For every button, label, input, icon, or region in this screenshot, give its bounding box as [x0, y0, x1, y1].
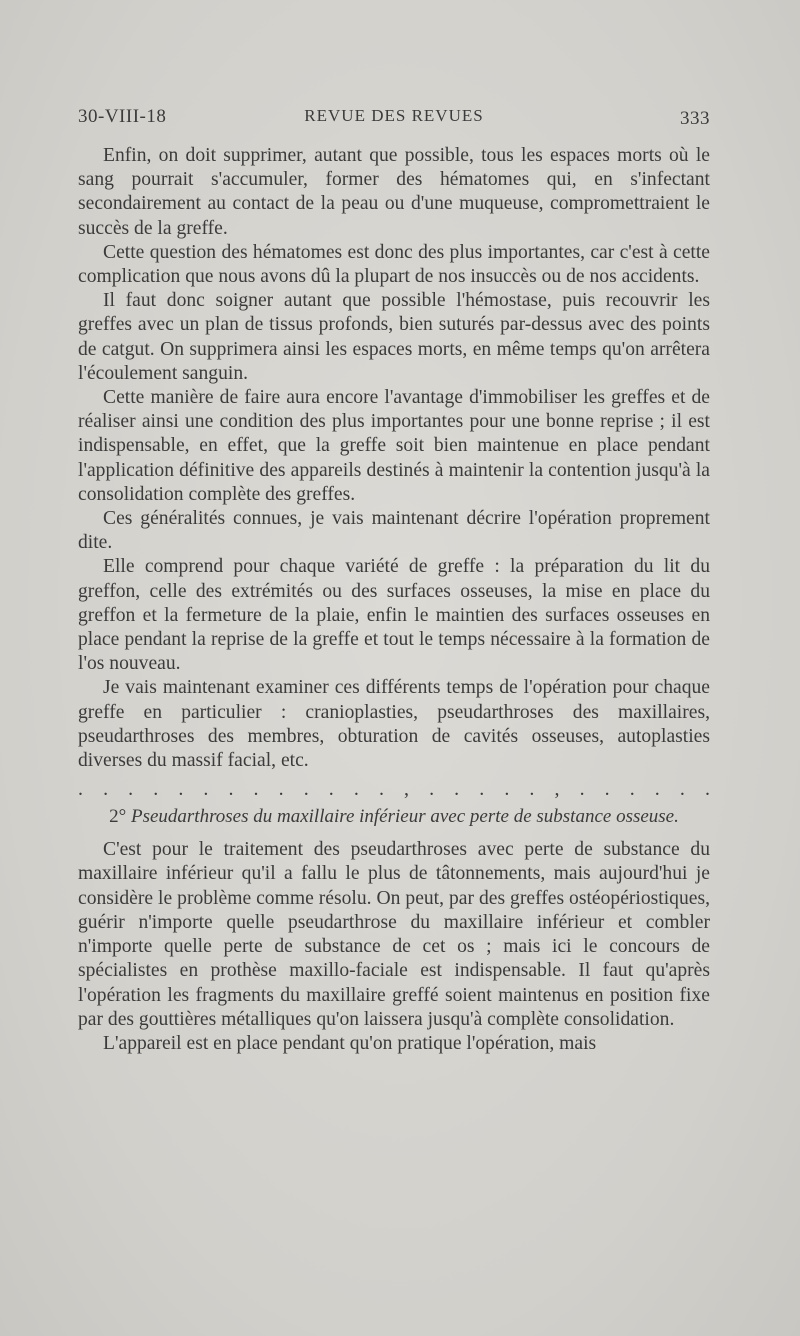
ellipsis-dot: ,	[404, 778, 410, 801]
ellipsis-dot: .	[253, 778, 259, 801]
ellipsis-dot: .	[504, 778, 510, 801]
ellipsis-dot: .	[178, 778, 184, 801]
paragraph: Cette question des hématomes est donc des plus importantes, car c'est à cette complication que nous avons dû la plupart de nos insuccès ou de nos accidents.	[78, 241, 710, 288]
ellipsis-dot: .	[103, 778, 109, 801]
section-number: 2°	[109, 806, 127, 828]
paragraph: Ces généralités connues, je vais maintenant décrire l'opération proprement dite.	[78, 508, 710, 554]
paragraph: Cette manière de faire aura encore l'avantage d'immobiliser les greffes et de réaliser ainsi une condition des plus importantes pour une bonne reprise ; il est indispensable, en effet, que la greffe soit bien maintenue en place pendant l'application définitive des appareils destinés à maintenir la contention jusqu'à la consolidation complète des greffes.	[78, 387, 710, 505]
ellipsis-dot: .	[654, 778, 660, 801]
section-title: Pseudarthroses du maxillaire inférieur avec perte de substance osseuse.	[130, 806, 679, 828]
ellipsis-dot: .	[629, 778, 635, 801]
paragraph: Elle comprend pour chaque variété de greffe : la préparation du lit du greffon, celle des extrémités ou des surfaces osseuses, la mise en place du greffon et la fermeture de la plaie, enfin le maintien des surfaces osseuses en place pendant la reprise de la greffe et tout le temps nécessaire à la formation de l'os nouveau.	[78, 556, 710, 675]
ellipsis-dot: .	[328, 778, 334, 801]
header-date: 30-VIII-18	[78, 106, 167, 127]
ellipsis-dot: .	[303, 778, 309, 801]
ellipsis-dot: .	[704, 778, 710, 801]
ellipsis-dot: .	[604, 778, 610, 801]
paragraph: Il faut donc soigner autant que possible l'hémostase, puis recouvrir les greffes avec un plan de tissus profonds, bien suturés par-dessus avec des points de catgut. On supprimera ainsi les espaces morts, en même temps qu'on arrêtera l'écoulement sanguin.	[78, 290, 710, 384]
ellipsis-dot: .	[454, 778, 460, 801]
ellipsis-dot: .	[78, 778, 83, 801]
header-journal-title: REVUE DES REVUES	[304, 106, 484, 125]
paragraph: Je vais maintenant examiner ces différents temps de l'opération pour chaque greffe en particulier : cranioplasties, pseudarthroses des maxillaires, pseudarthroses des membres, obturation de cavités osseuses, autoplasties diverses du massif facial, etc.	[78, 677, 710, 772]
ellipsis-dot: .	[228, 778, 234, 801]
ellipsis-dot: .	[353, 778, 359, 801]
paragraph: C'est pour le traitement des pseudarthroses avec perte de substance du maxillaire inférieur qu'il a fallu le plus de tâtonnements, mais aujourd'hui je considère le problème comme résolu. On peut, par des greffes ostéopériostiques, guérir n'importe quelle pseudarthrose du maxillaire inférieur et combler n'importe quelle perte de substance de cet os ; mais ici le concours de spécialistes en prothèse maxillo-faciale est indispensable. Il faut qu'après l'opération les fragments du maxillaire greffé soient maintenus en position fixe par des gouttières métalliques qu'on laissera jusqu'à complète consolidation.	[78, 839, 710, 1030]
ellipsis-dot: .	[203, 778, 209, 801]
ellipsis-dot: .	[679, 778, 685, 801]
ellipsis-dot: ,	[554, 778, 560, 801]
ellipsis-dot: .	[429, 778, 435, 801]
ellipsis-dot: .	[128, 778, 134, 801]
ellipsis-dot: .	[153, 778, 159, 801]
ellipsis-dot: .	[378, 778, 384, 801]
ellipsis-dot: .	[479, 778, 485, 801]
section-heading	[78, 805, 710, 828]
page-body	[78, 144, 710, 1056]
paragraph: L'appareil est en place pendant qu'on pratique l'opération, mais	[103, 1032, 597, 1054]
ellipsis-dot: .	[529, 778, 535, 801]
ellipsis-separator	[78, 779, 710, 799]
ellipsis-dot: .	[579, 778, 585, 801]
paragraph: Enfin, on doit supprimer, autant que possible, tous les espaces morts où le sang pourrait s'accumuler, former des hématomes qui, en s'infectant secondairement au contact de la peau ou d'une muqueuse, compromettraient le succès de la greffe.	[78, 145, 710, 239]
ellipsis-dot: .	[278, 778, 284, 801]
running-header	[78, 106, 710, 136]
page-number: 333	[680, 108, 710, 129]
